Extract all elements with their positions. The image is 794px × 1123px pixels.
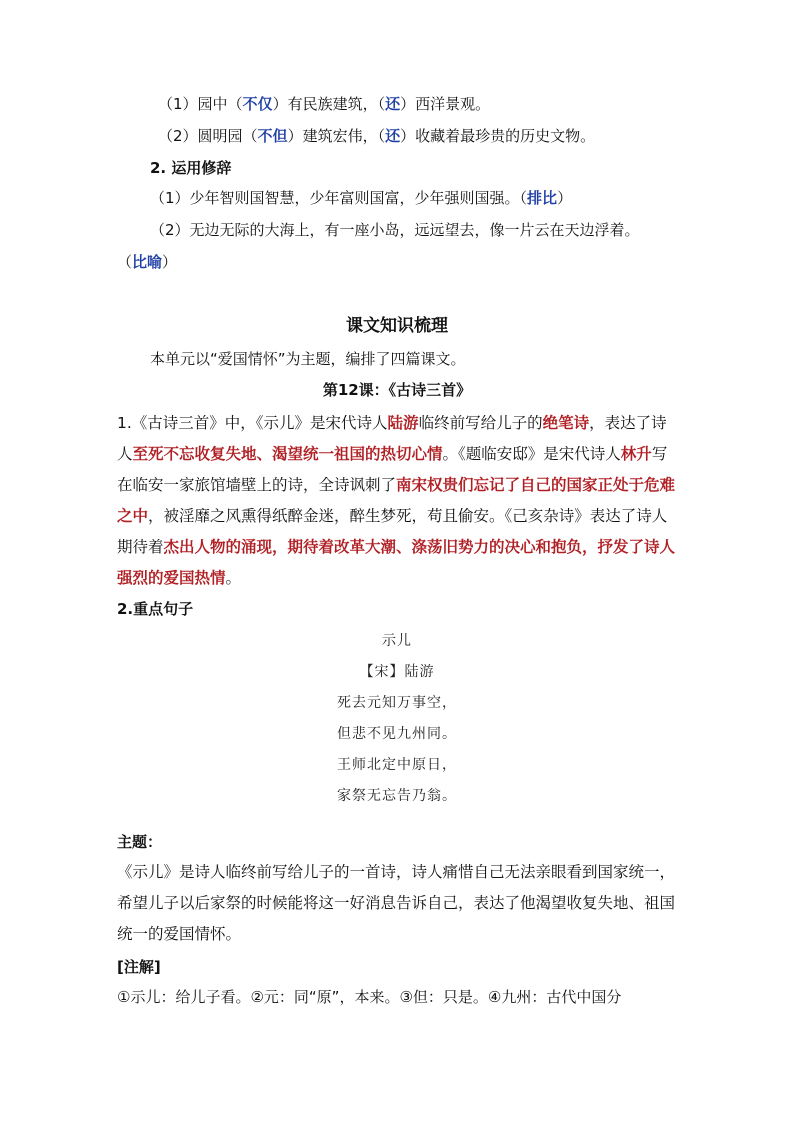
keyword: 还	[385, 95, 401, 113]
key-sentences-heading: 2.重点句子	[117, 600, 194, 618]
keyword: 比喻	[132, 253, 163, 271]
lesson-title: 第12课：《古诗三首》	[322, 381, 472, 399]
notes-text: ①示儿：给儿子看。②元：同“原”，本来。③但：只是。④九州：古代中国分	[117, 988, 622, 1006]
theme-text: 《示儿》是诗人临终前写给儿子的一首诗，诗人痛惜自己无法亲眼看到国家统一，希望儿子以后家祭的时候能将这一好消息告诉自己，表达了他渴望收复失地、祖国统一的爱国情怀。	[117, 863, 676, 943]
text: ）收藏着最珍贵的历史文物。	[400, 127, 596, 145]
text: ）有民族建筑，（	[272, 95, 386, 113]
poem-title: 示儿	[382, 633, 412, 649]
text: （1）少年智则国智慧，少年富则国富，少年强则国强。（	[150, 189, 528, 207]
text: （	[117, 253, 133, 271]
theme-heading: 主题：	[117, 833, 163, 851]
poem-line: 死去元知万事空，	[337, 695, 457, 711]
text: 临终前写给儿子的	[418, 414, 543, 432]
conjunction-example-2	[158, 124, 595, 150]
rhetoric-example-2: （2）无边无际的大海上，有一座小岛，远远望去，像一片云在天边浮着。	[150, 221, 640, 239]
poem-line: 家祭无忘告乃翁。	[337, 788, 457, 804]
section-title: 课文知识梳理	[346, 316, 448, 336]
text: ，表达了诗人	[117, 414, 667, 463]
text: 写在临安一家旅馆墙壁上的诗，全诗讽刺了	[117, 445, 668, 494]
text: ）	[162, 253, 178, 271]
keyword: 绝笔诗	[542, 414, 590, 432]
keyword: 排比	[527, 189, 558, 207]
text: 。	[225, 569, 242, 587]
rhetoric-heading: 2. 运用修辞	[150, 159, 232, 177]
text: ）建筑宏伟，（	[287, 127, 386, 145]
keyword: 还	[385, 127, 401, 145]
poem-line: 但悲不见九州同。	[337, 726, 457, 742]
keyword: 不仅	[242, 95, 273, 113]
keyword: 至死不忘收复失地、渴望统一祖国的热切心情	[132, 445, 443, 463]
poem-author: 【宋】陆游	[359, 664, 435, 680]
text: ）西洋景观。	[400, 95, 491, 113]
keyword: 林升	[620, 445, 652, 463]
text: ）	[557, 189, 573, 207]
notes-heading: [注解]	[117, 958, 161, 976]
text: 1.《古诗三首》中，《示儿》是宋代诗人	[117, 414, 388, 432]
lesson-summary	[117, 408, 677, 594]
keyword: 不但	[257, 127, 288, 145]
rhetoric-example-2-tail	[117, 250, 177, 276]
rhetoric-example-1	[150, 186, 572, 212]
text: （1）园中（	[158, 95, 243, 113]
keyword: 南宋权贵们忘记了自己的国家正处于危难之中	[117, 476, 676, 525]
text: （2）圆明园（	[158, 127, 258, 145]
text: ，被淫靡之风熏得纸醉金迷，醉生梦死，苟且偷安。《己亥杂诗》表达了诗人期待着	[117, 507, 668, 556]
conjunction-example-1	[158, 92, 490, 118]
section-intro: 本单元以“爱国情怀”为主题，编排了四篇课文。	[150, 350, 466, 368]
poem-line: 王师北定中原日，	[337, 757, 457, 773]
keyword: 杰出人物的涌现，期待着改革大潮、涤荡旧势力的决心和抱负，抒发了诗人强烈的爱国热情	[117, 538, 676, 587]
keyword: 陆游	[387, 414, 419, 432]
text: 。《题临安邸》是宋代诗人	[442, 445, 621, 463]
